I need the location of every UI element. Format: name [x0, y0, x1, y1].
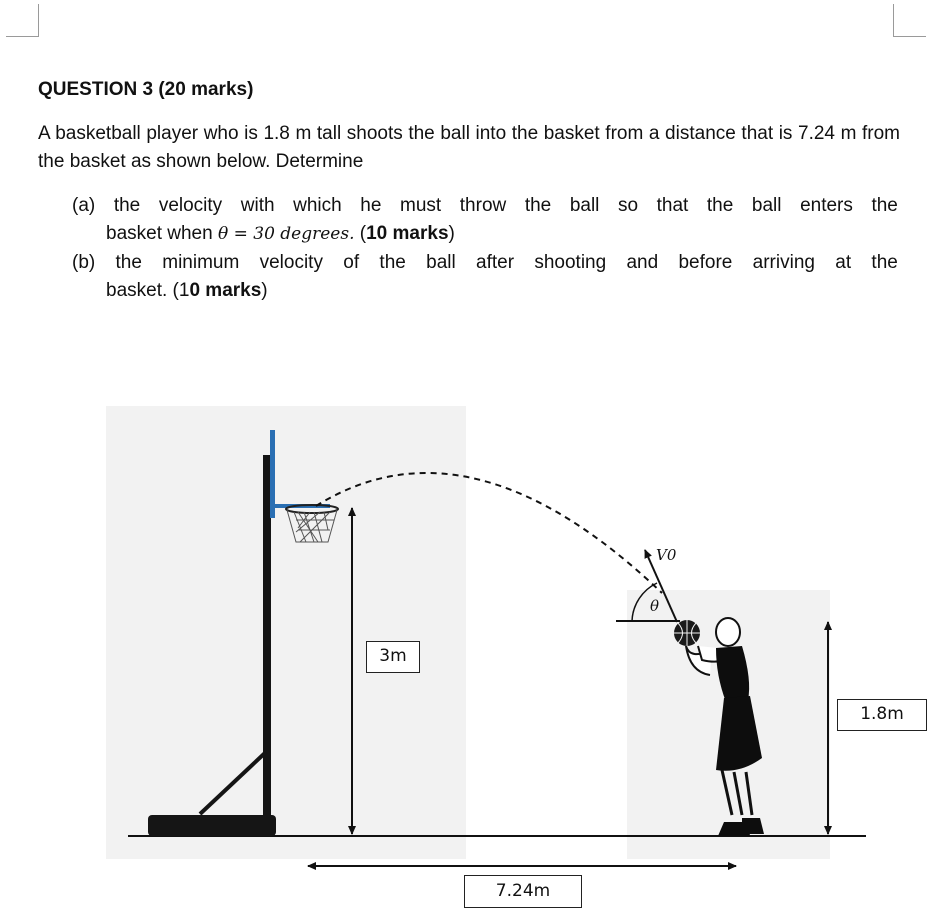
distance-label: 7.24m — [464, 875, 582, 908]
part-b-marks-word: marks — [200, 280, 262, 301]
part-b-word: at — [835, 252, 852, 273]
velocity-label: V0 — [656, 546, 677, 564]
part-b-word: the — [871, 252, 898, 273]
part-a-word: velocity — [158, 195, 223, 216]
part-b-word: shooting — [534, 252, 607, 273]
part-b-word: arriving — [752, 252, 815, 273]
stand-pole — [263, 455, 271, 817]
part-a-word: the — [871, 195, 898, 216]
part-a-word: with — [240, 195, 275, 216]
part-a-angle-condition: θ = 30 degrees. — [217, 224, 355, 244]
part-a-word: which — [293, 195, 342, 216]
part-a-word: enters — [800, 195, 853, 216]
part-a-word: so — [617, 195, 639, 216]
part-b-word: the — [115, 252, 142, 273]
part-b-label: (b) — [72, 252, 96, 273]
hoop-height-label: 3m — [366, 641, 420, 673]
part-b-word: velocity — [259, 252, 323, 273]
part-b-word: of — [343, 252, 360, 273]
part-b-paren-close: ) — [261, 280, 268, 301]
part-a-marks-number: 10 — [366, 223, 388, 244]
part-a-word: the — [706, 195, 734, 216]
part-b-word: and — [626, 252, 659, 273]
question-heading: QUESTION 3 (20 marks) — [38, 79, 254, 100]
part-a-line2-text: basket when — [106, 223, 218, 244]
part-a-word: the — [524, 195, 552, 216]
part-a-word: the — [113, 195, 141, 216]
part-b-line2-text: basket. (1 — [106, 280, 190, 301]
part-b-word: minimum — [162, 252, 240, 273]
part-a-word: that — [656, 195, 689, 216]
part-a-label: (a) — [72, 195, 96, 216]
part-a-word: ball — [569, 195, 600, 216]
stand-base — [148, 815, 276, 836]
angle-label: θ — [650, 597, 660, 615]
part-a-word: must — [400, 195, 442, 216]
part-a-word: he — [360, 195, 382, 216]
part-a-paren-open: ( — [354, 223, 367, 244]
player-head — [716, 618, 740, 646]
part-a-marks-word: marks — [387, 223, 449, 244]
part-b-word: the — [379, 252, 406, 273]
part-b-marks-number: 0 — [189, 280, 201, 301]
part-a-word: ball — [751, 195, 782, 216]
part-a-paren-close: ) — [448, 223, 455, 244]
question-intro: A basketball player who is 1.8 m tall shoots the ball into the basket from a distance that is 7.24 m from the basket as shown below. Determine — [38, 123, 900, 172]
player-height-label: 1.8m — [837, 699, 927, 731]
part-a-word: throw — [459, 195, 507, 216]
part-b-word: before — [678, 252, 733, 273]
part-b-word: ball — [426, 252, 456, 273]
part-b-word: after — [476, 252, 515, 273]
